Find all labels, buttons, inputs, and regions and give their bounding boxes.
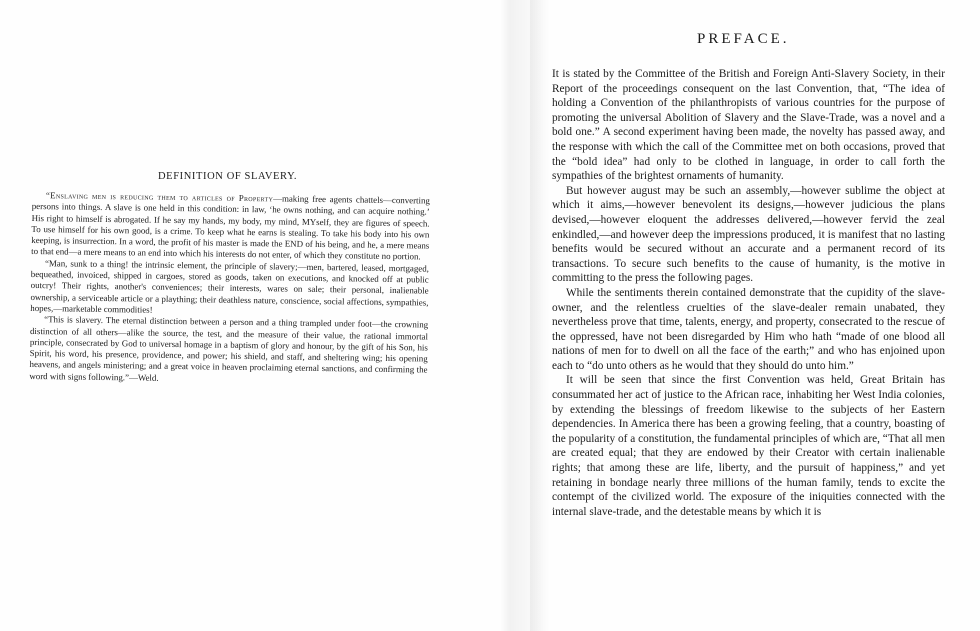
- definition-paragraph-1-text: —making free agents chattels—converting persons into things. A slave is one held in this condition: in law, ‘he owns nothing, and can acquire nothing.’ His right to himself is abrogated. If he say my hands, my body, my mind, MYself, they are figures of speech. To use himself for his own good, is a crime. To keep what he earns is stealing. To take his body into his own keeping, is insurrection. In a word, the profit of his master is made the END of his being, and he, a mere means to that end—a mere means to an end into which his interests do not enter, of which they constitute no portion.: [31, 193, 430, 262]
- preface-heading: PREFACE.: [697, 31, 790, 47]
- preface-paragraph-1: It is stated by the Committee of the British and Foreign Anti-Slavery Society, in their Report of the proceedings consequent on the last Convention, that, “The idea of holding a Convention of the philanthropists of various countries for the purpose of promoting the universal Abolition of Slavery and the Slave-Trade, was a novel and a bold one.” A second experiment having been made, the novelty has passed away, and the response with which the call of the Committee met on both occasions, proved that the “bold idea” had only to be clothed in language, in order to call forth the sympathies of the brightest ornaments of humanity.: [552, 68, 945, 183]
- preface-paragraph-3: While the sentiments therein contained demonstrate that the cupidity of the slave-owner, and the relentless cruelties of the slave-dealer remain unabated, they nevertheless prove that time, talents, energy, and property, consecrated to the rescue of the oppressed, have not been disregarded by Him who hath “made of one blood all nations of men for to dwell on all the face of the earth;” and who has enjoined upon each to “do unto others as he would that they should do unto him.”: [552, 286, 945, 372]
- right-page: [552, 0, 947, 631]
- definition-body: [29, 190, 430, 388]
- definition-paragraph-2: “Man, sunk to a thing! the intrinsic element, the principle of slavery;—men, bartered, leased, mortgaged, bequeathed, invoiced, shipped in cargoes, stored as goods, taken on executions, and knocked off at public outcry! Their rights, another's conveniences; their interests, wares on sale; their personal, inalienable ownership, a serviceable article or a plaything; their deathless nature, conscience, social affections, sympathies, hopes,—marketable commodities!: [30, 257, 430, 315]
- preface-body: [552, 67, 945, 519]
- gutter-shadow: [530, 0, 550, 631]
- preface-paragraph-2: But however august may be such an assembly,—however sublime the object at which it aims,—however benevolent its designs,—however judicious the plans devised,—however eloquent the addresses delivered,—however fervid the zeal enkindled,—and however deep the impressions produced, it is manifest that no lasting benefits would be secured without an accurate and a permanent record of its transactions. To secure such benefits to the cause of humanity, is the motive in committing to the press the following pages.: [552, 184, 945, 285]
- definition-paragraph-3: “This is slavery. The eternal distinction between a person and a thing trampled under foot—the crowning distinction of all others—alike the source, the test, and the measure of their value, the rational immortal principle, consecrated by God to universal homage in a baptism of glory and honour, by the gift of his Son, his Spirit, his word, his presence, providence, and power; his shield, and staff, and sheltering wing; his opening heavens, and angels ministering; and a great voice in heaven proclaiming eternal sanctions, and confirming the word with signs following.”—Weld.: [29, 314, 429, 383]
- definition-lead: “Enslaving men is reducing them to articles of Property: [45, 190, 274, 204]
- definition-paragraph-1: [31, 190, 430, 263]
- preface-paragraph-4: It will be seen that since the first Convention was held, Great Britain has consummated her act of justice to the African race, inhabiting her West India colonies, by extending the blessings of freedom likewise to the subjects of her Eastern dependencies. In America there has been a growing feeling, that a country, boasting of the popularity of a constitution, the fundamental principles of which are, “That all men are created equal; that they are endowed by their Creator with certain inalienable rights; that among these are life, liberty, and the pursuit of happiness,” and yet retaining in bondage nearly three millions of the human family, tends to excite the contempt of the civilized world. The exposure of the iniquities connected with the internal slave-trade, and the detestable means by which it is: [552, 374, 945, 518]
- left-page: [30, 0, 500, 631]
- definition-heading: DEFINITION OF SLAVERY.: [158, 171, 298, 182]
